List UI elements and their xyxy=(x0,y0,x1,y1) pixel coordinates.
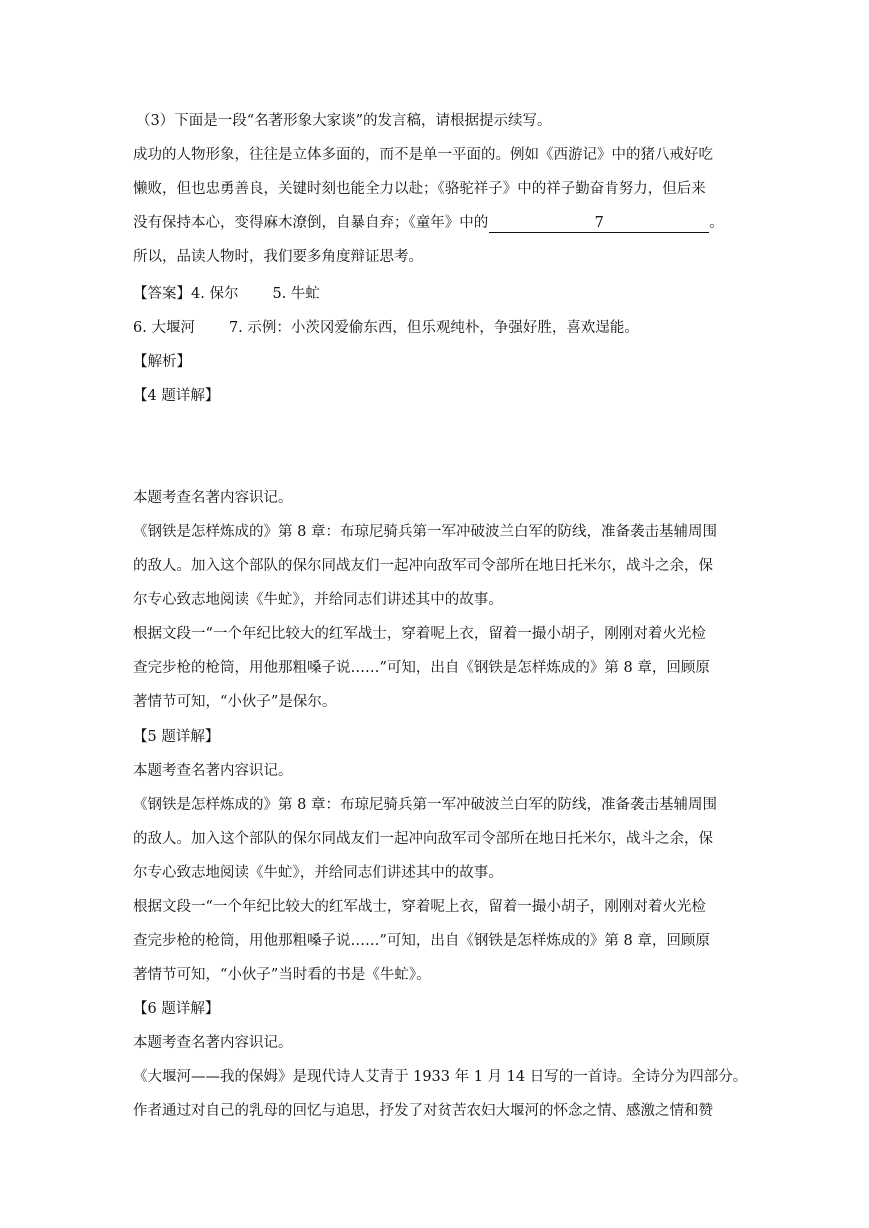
section-4-line: 查完步枪的枪筒，用他那粗嗓子说……”可知，出自《钢铁是怎样炼成的》第 8 章，回顾原 xyxy=(133,660,710,676)
section-4-heading: 【4 题详解】 xyxy=(133,388,220,404)
question-3-prompt: （3）下面是一段“名著形象大家谈”的发言稿，请根据提示续写。 xyxy=(136,113,552,129)
answer-5: 5. 牛虻 xyxy=(272,286,320,302)
section-4-line: 本题考查名著内容识记。 xyxy=(133,490,293,506)
section-4-line: 《钢铁是怎样炼成的》第 8 章：布琼尼骑兵第一军冲破波兰白军的防线，准备袭击基辅周围 xyxy=(133,524,717,540)
q3-line-2: 懒败，但也忠勇善良，关键时刻也能全力以赴；《骆驼祥子》中的祥子勤奋肯努力，但后来 xyxy=(133,181,706,197)
analysis-label: 【解析】 xyxy=(133,354,191,370)
section-6-heading: 【6 题详解】 xyxy=(133,1001,220,1017)
answer-6: 6. 大堰河 xyxy=(133,320,195,336)
section-4-line: 著情节可知，“小伙子”是保尔。 xyxy=(133,694,337,710)
q3-line-1: 成功的人物形象，往往是立体多面的，而不是单一平面的。例如《西游记》中的猪八戒好吃 xyxy=(133,147,713,163)
section-4-line: 尔专心致志地阅读《牛虻》，并给同志们讲述其中的故事。 xyxy=(133,592,503,608)
section-5-line: 的敌人。加入这个部队的保尔同战友们一起冲向敌军司令部所在地日托米尔，战斗之余，保 xyxy=(133,831,713,847)
section-4-line: 根据文段一“一个年纪比较大的红军战士，穿着呢上衣，留着一撮小胡子，刚刚对着火光检 xyxy=(133,626,706,642)
section-6-line: 《大堰河——我的保姆》是现代诗人艾青于 1933 年 1 月 14 日写的一首诗。全诗分为四部分。 xyxy=(133,1069,748,1085)
answer-7: 7. 示例：小茨冈爱偷东西，但乐观纯朴，争强好胜，喜欢逞能。 xyxy=(228,320,639,336)
q3-line-4: 所以，品读人物时，我们要多角度辩证思考。 xyxy=(133,249,423,265)
answer-blank: 7 xyxy=(489,215,709,233)
section-5-line: 著情节可知，“小伙子”当时看的书是《牛虻》。 xyxy=(133,967,431,983)
section-5-heading: 【5 题详解】 xyxy=(133,729,220,745)
q3-line-3 xyxy=(133,213,743,233)
section-5-line: 尔专心致志地阅读《牛虻》，并给同志们讲述其中的故事。 xyxy=(133,865,503,881)
section-6-line: 本题考查名著内容识记。 xyxy=(133,1035,293,1051)
q3-line-3-text: 没有保持本心，变得麻木潦倒，自暴自弃；《童年》中的 xyxy=(133,215,489,231)
q3-line-3-end: 。 xyxy=(709,215,724,231)
answer-line-1 xyxy=(133,284,743,304)
section-4-line: 的敌人。加入这个部队的保尔同战友们一起冲向敌军司令部所在地日托米尔，战斗之余，保 xyxy=(133,558,713,574)
section-5-line: 本题考查名著内容识记。 xyxy=(133,763,293,779)
section-5-line: 根据文段一“一个年纪比较大的红军战士，穿着呢上衣，留着一撮小胡子，刚刚对着火光检 xyxy=(133,899,706,915)
answer-line-2 xyxy=(133,318,743,338)
answer-label: 【答案】 xyxy=(133,286,191,302)
section-5-line: 《钢铁是怎样炼成的》第 8 章：布琼尼骑兵第一军冲破波兰白军的防线，准备袭击基辅周围 xyxy=(133,797,717,813)
section-5-line: 查完步枪的枪筒，用他那粗嗓子说……”可知，出自《钢铁是怎样炼成的》第 8 章，回顾原 xyxy=(133,933,710,949)
section-6-line: 作者通过对自己的乳母的回忆与追思，抒发了对贫苦农妇大堰河的怀念之情、感激之情和赞 xyxy=(133,1103,713,1119)
answer-4: 4. 保尔 xyxy=(191,286,239,302)
